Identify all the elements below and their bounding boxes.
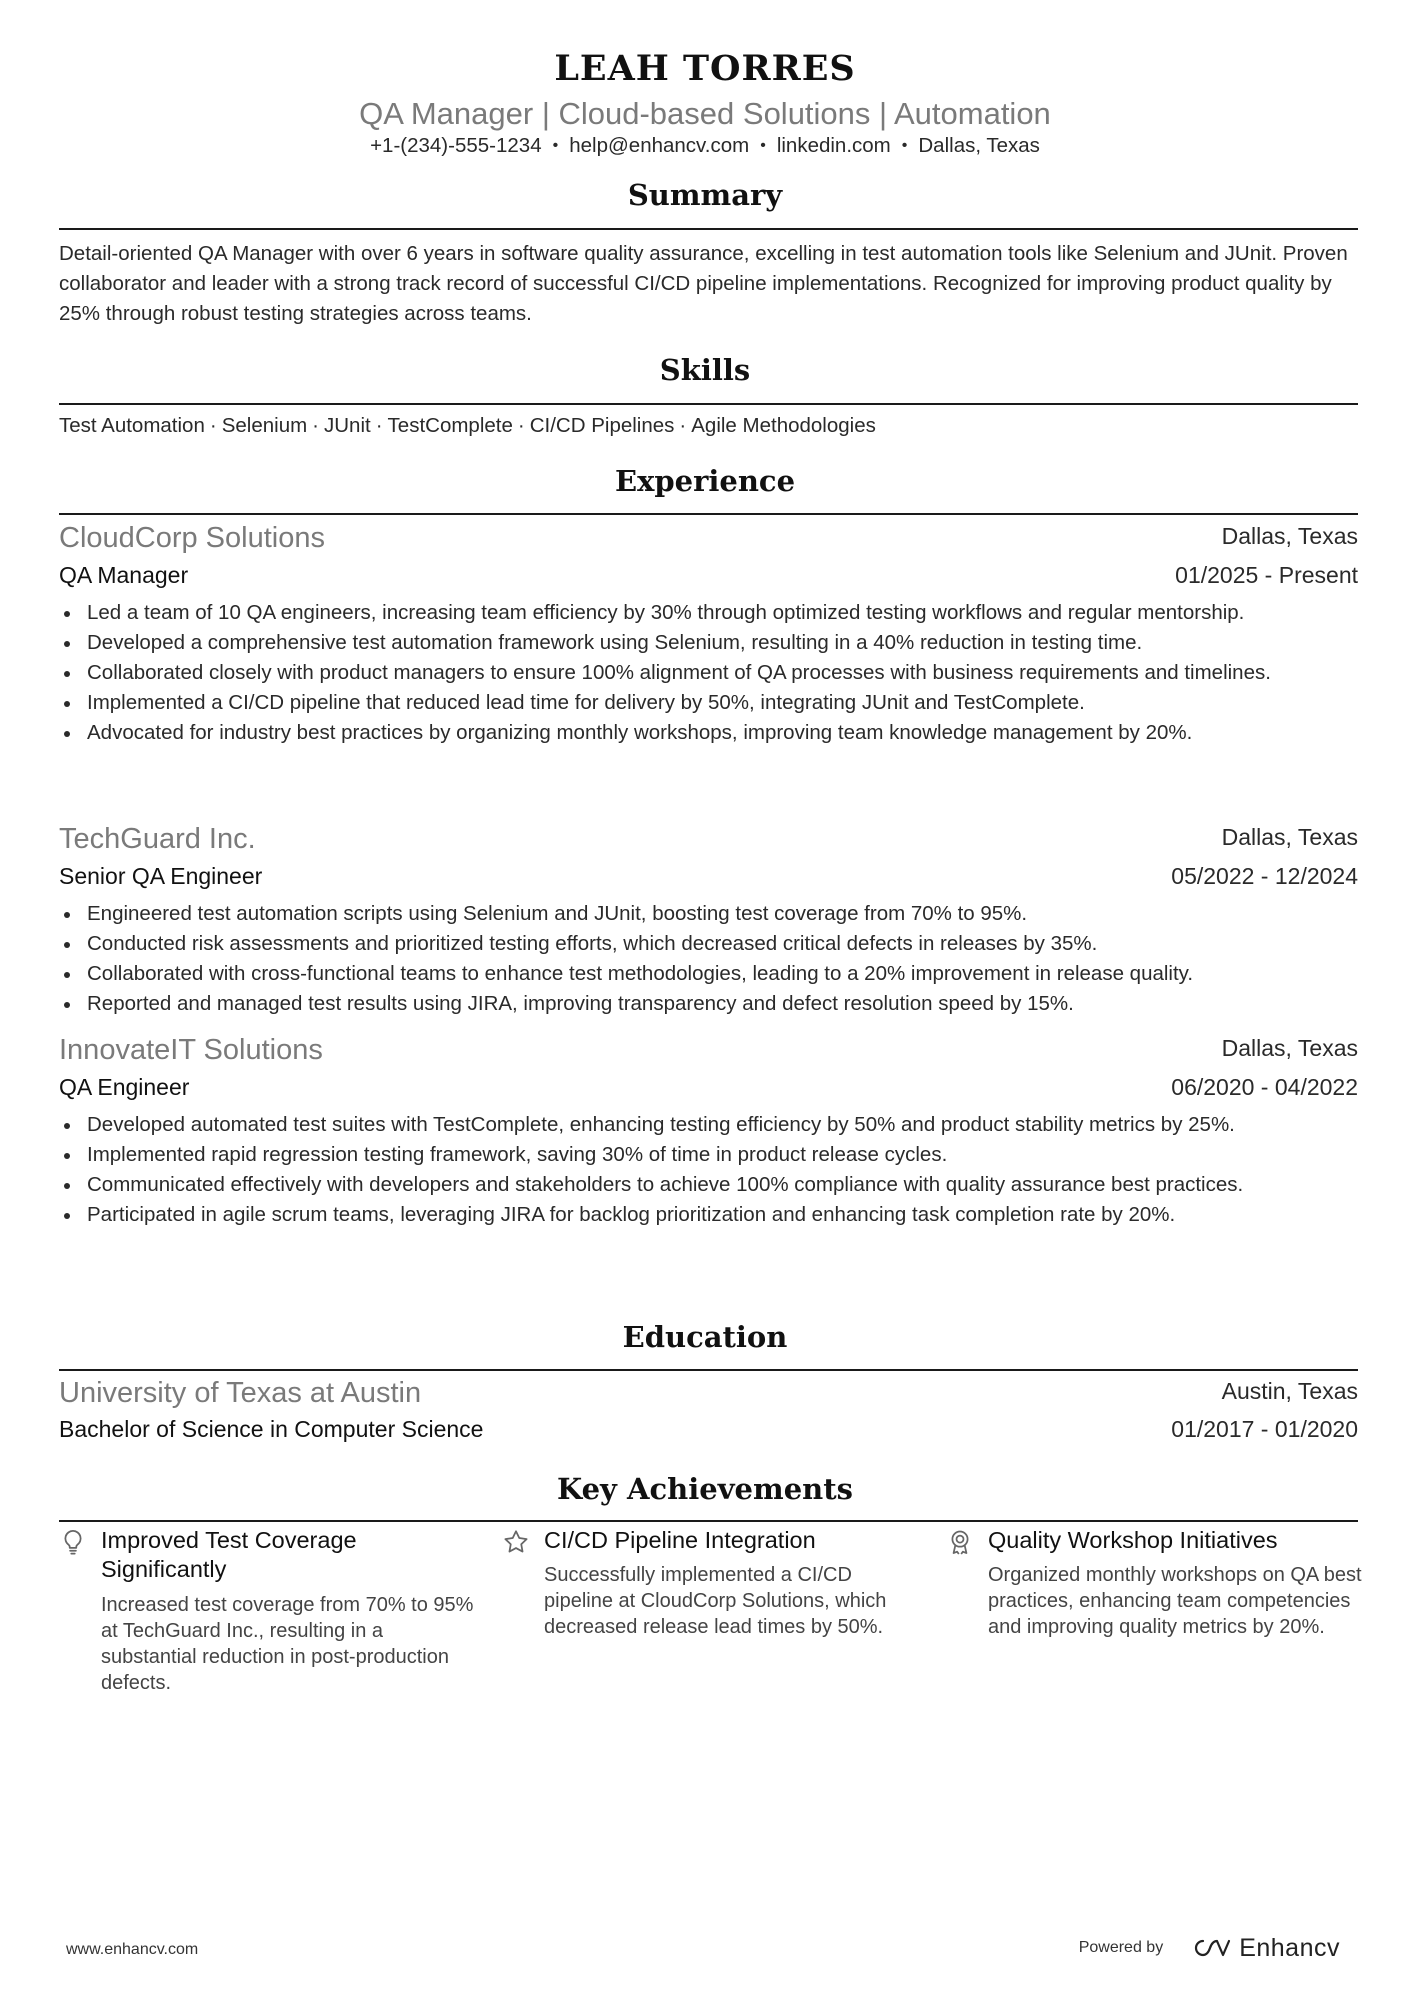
education-school: University of Texas at Austin: [59, 1377, 422, 1409]
experience-role: QA Manager: [59, 562, 189, 588]
skill-separator: ·: [517, 414, 525, 437]
summary-text: Detail-oriented QA Manager with over 6 years in software quality assurance, excelling in test automation tools like Selenium and JUnit. Proven collaborator and leader with a strong track record of successful CI/CD pipeline implementations. Recognized for improving product quality by 25% through robust testing strategies across teams.: [59, 242, 1348, 325]
achievement-description: Increased test coverage from 70% to 95% at TechGuard Inc., resulting in a substantial reduction in post-production defects.: [101, 1594, 474, 1694]
bullet-separator: •: [901, 137, 908, 154]
education-location: Austin, Texas: [1221, 1378, 1358, 1404]
skill-item: TestComplete: [387, 414, 513, 437]
section-divider: [59, 1369, 1358, 1371]
experience-location: Dallas, Texas: [1221, 1035, 1358, 1061]
bullet-separator: •: [552, 137, 559, 154]
contact-line: [0, 134, 1410, 158]
skills-list: [59, 414, 1358, 438]
section-divider: [59, 228, 1358, 230]
candidate-tagline: QA Manager | Cloud-based Solutions | Automation: [359, 96, 1051, 131]
experience-bullet: Reported and managed test results using JIRA, improving transparency and defect resolution speed by 15%.: [59, 989, 1358, 1019]
experience-bullet: Developed a comprehensive test automation framework using Selenium, resulting in a 40% reduction in testing time.: [59, 628, 1358, 658]
experience-bullet: Collaborated with cross-functional teams to enhance test methodologies, leading to a 20% improvement in release quality.: [59, 959, 1358, 989]
experience-bullets: [59, 1110, 1358, 1230]
experience-bullet: Engineered test automation scripts using Selenium and JUnit, boosting test coverage from 70% to 95%.: [59, 899, 1358, 929]
experience-role: Senior QA Engineer: [59, 863, 263, 889]
experience-company: TechGuard Inc.: [59, 823, 256, 855]
experience-dates: 01/2025 - Present: [1175, 562, 1358, 588]
achievement-title: Improved Test Coverage Significantly: [101, 1527, 357, 1582]
skill-item: Agile Methodologies: [691, 414, 876, 437]
section-title-skills: Skills: [659, 353, 751, 387]
experience-bullets: [59, 899, 1358, 1019]
experience-dates: 06/2020 - 04/2022: [1171, 1074, 1358, 1100]
education-dates: 01/2017 - 01/2020: [1171, 1416, 1358, 1442]
achievement-title: Quality Workshop Initiatives: [988, 1527, 1278, 1553]
award-icon: [946, 1528, 974, 1556]
section-divider: [59, 403, 1358, 405]
section-title-summary: Summary: [627, 178, 783, 212]
section-divider: [59, 1520, 1358, 1522]
bullet-separator: •: [760, 137, 766, 154]
lightbulb-icon: [59, 1528, 87, 1556]
experience-bullet: Implemented a CI/CD pipeline that reduced lead time for delivery by 50%, integrating JUnit and TestComplete.: [59, 688, 1358, 718]
achievement-title: CI/CD Pipeline Integration: [544, 1527, 816, 1553]
footer-branding: [1079, 1930, 1340, 1966]
achievement-description: Successfully implemented a CI/CD pipeline at CloudCorp Solutions, which decreased release lead times by 50%.: [544, 1564, 887, 1638]
skill-separator: ·: [312, 414, 319, 437]
contact-linkedin[interactable]: linkedin.com: [776, 134, 891, 157]
section-title-education: Education: [622, 1320, 788, 1354]
experience-bullet: Collaborated closely with product managers to ensure 100% alignment of QA processes with business requirements and timelines.: [59, 658, 1358, 688]
section-divider: [59, 513, 1358, 515]
skill-item: Selenium: [221, 414, 308, 437]
experience-role: QA Engineer: [59, 1074, 190, 1100]
experience-dates: 05/2022 - 12/2024: [1171, 863, 1358, 889]
experience-bullet: Developed automated test suites with TestComplete, enhancing testing efficiency by 50% and product stability metrics by 25%.: [59, 1110, 1358, 1140]
skill-item: CI/CD Pipelines: [529, 414, 675, 437]
section-title-experience: Experience: [614, 464, 796, 498]
education-degree: Bachelor of Science in Computer Science: [59, 1416, 484, 1442]
experience-bullet: Communicated effectively with developers and stakeholders to achieve 100% compliance with quality assurance best practices.: [59, 1170, 1358, 1200]
skill-separator: ·: [209, 414, 217, 437]
skill-item: Test Automation: [59, 414, 205, 437]
experience-company: InnovateIT Solutions: [59, 1034, 323, 1066]
section-title-achievements: Key Achievements: [557, 1472, 853, 1506]
footer-brand[interactable]: Enhancv: [1239, 1933, 1340, 1962]
skill-separator: ·: [375, 414, 383, 437]
star-icon: [502, 1528, 530, 1556]
contact-email[interactable]: help@enhancv.com: [569, 134, 750, 157]
experience-bullet: Conducted risk assessments and prioritized testing efforts, which decreased critical defects in releases by 35%.: [59, 929, 1358, 959]
experience-company: CloudCorp Solutions: [59, 522, 325, 554]
achievement-description: Organized monthly workshops on QA best practices, enhancing team competencies and improving quality metrics by 20%.: [988, 1564, 1362, 1638]
experience-bullets: [59, 598, 1358, 748]
experience-bullet: Advocated for industry best practices by organizing monthly workshops, improving team knowledge management by 20%.: [59, 718, 1358, 748]
footer-powered-by: Powered by: [1078, 1939, 1164, 1956]
candidate-name: LEAH TORRES: [554, 48, 856, 89]
experience-bullet: Participated in agile scrum teams, leveraging JIRA for backlog prioritization and enhancing task completion rate by 20%.: [59, 1200, 1358, 1230]
experience-location: Dallas, Texas: [1221, 523, 1358, 549]
skill-item: JUnit: [324, 414, 371, 437]
contact-location: Dallas, Texas: [918, 134, 1040, 157]
skill-separator: ·: [679, 414, 687, 437]
contact-phone: +1-(234)-555-1234: [370, 134, 542, 157]
footer-website[interactable]: www.enhancv.com: [66, 1941, 199, 1958]
enhancv-logo-icon: [1189, 1936, 1231, 1960]
experience-bullet: Led a team of 10 QA engineers, increasing team efficiency by 30% through optimized testing workflows and regular mentorship.: [59, 598, 1358, 628]
experience-bullet: Implemented rapid regression testing framework, saving 30% of time in product release cycles.: [59, 1140, 1358, 1170]
experience-location: Dallas, Texas: [1221, 824, 1358, 850]
